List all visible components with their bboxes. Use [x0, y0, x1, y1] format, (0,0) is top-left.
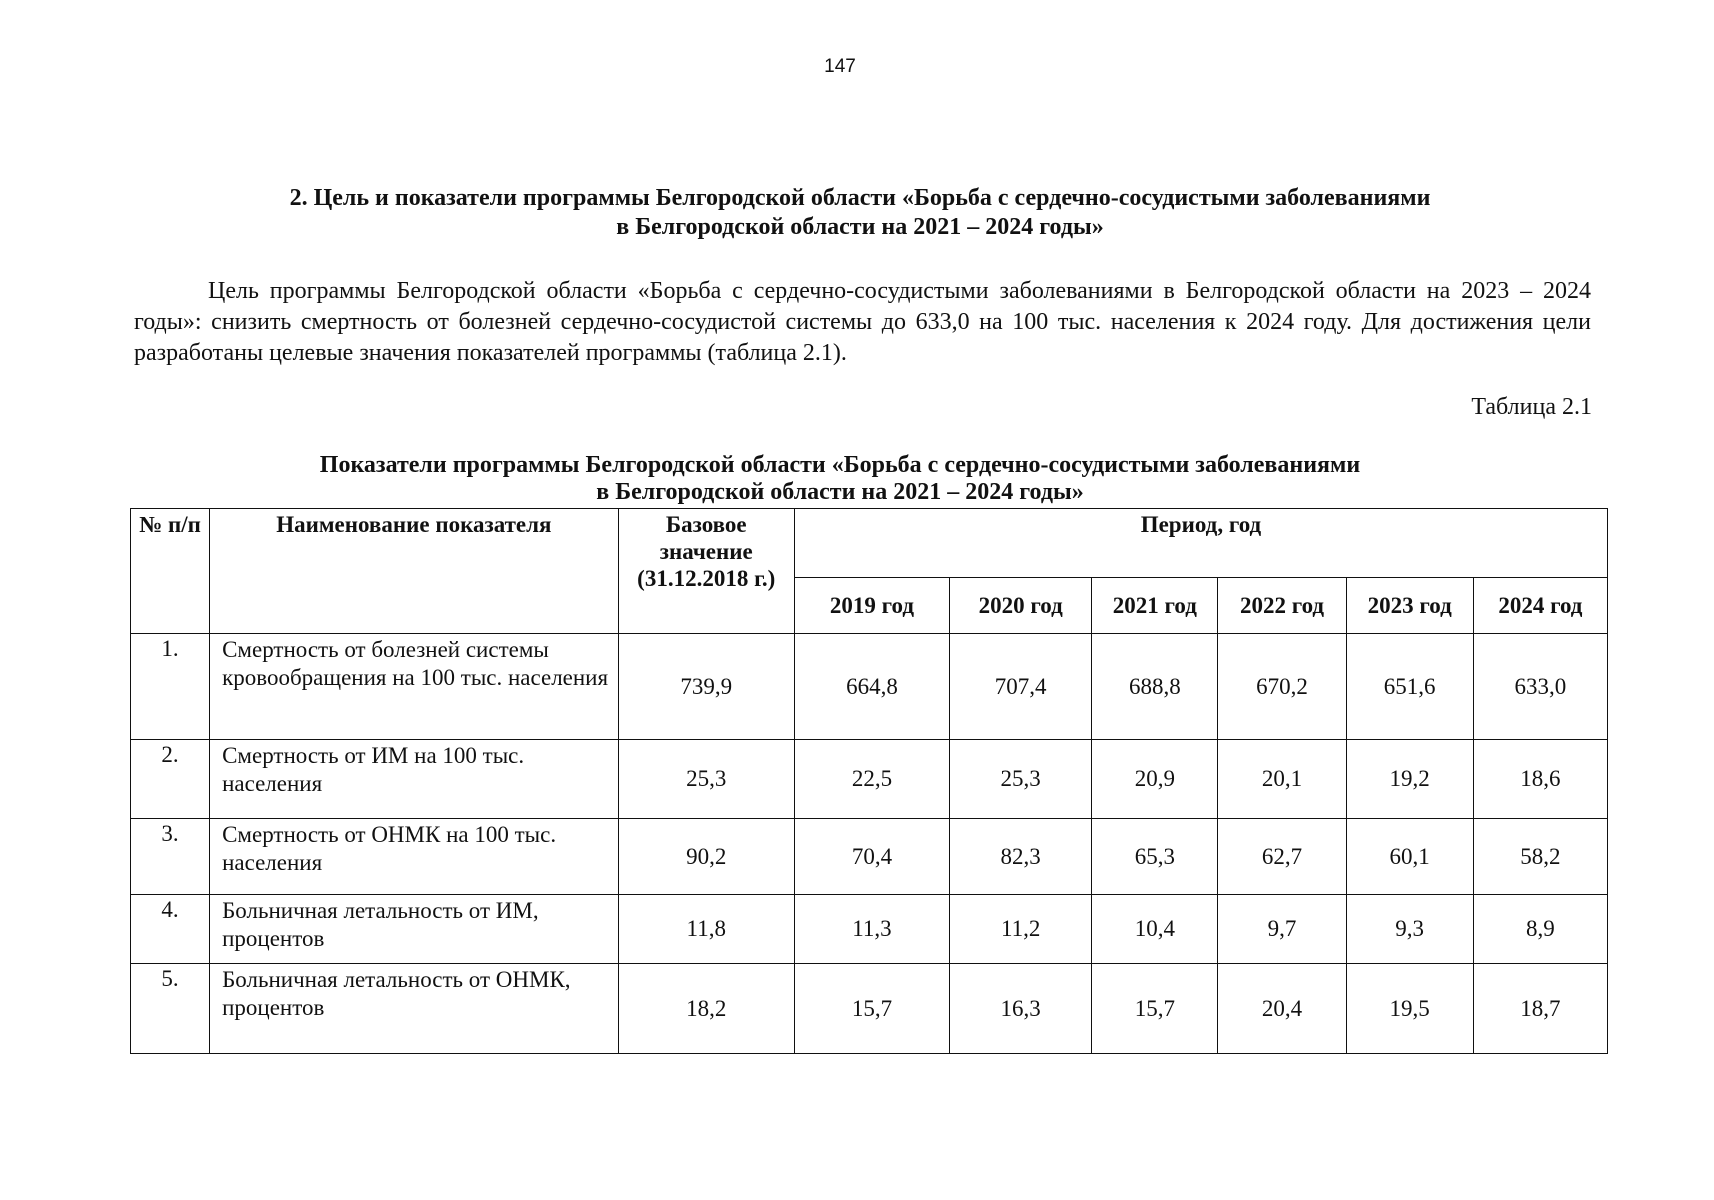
row-num: 4.: [131, 895, 210, 964]
section-title: [130, 184, 1590, 242]
row-value: 19,5: [1346, 964, 1473, 1054]
row-value: 20,9: [1092, 740, 1218, 819]
row-value: 62,7: [1218, 819, 1346, 895]
row-value: 11,3: [794, 895, 949, 964]
row-value: 11,2: [950, 895, 1092, 964]
row-name: Смертность от ИМ на 100 тыс. населения: [210, 740, 619, 819]
row-value: 633,0: [1473, 634, 1607, 740]
row-value: 20,1: [1218, 740, 1346, 819]
indicators-table: [130, 508, 1608, 1054]
row-num: 2.: [131, 740, 210, 819]
header-year: 2024 год: [1473, 578, 1607, 634]
table-row: [131, 819, 1608, 895]
row-value: 22,5: [794, 740, 949, 819]
row-value: 651,6: [1346, 634, 1473, 740]
goal-paragraph-text: Цель программы Белгородской области «Борьба с сердечно-сосудистыми заболеваниями в Белгородской области на 2023 – 2024 годы»: снизить смертность от болезней сердечно-сосудистой системы до 633,0 на 100 тыс. населения к 2024 году. Для достижения цели разработаны целевые значения показателей программы (таблица 2.1).: [134, 278, 1591, 366]
row-value: 664,8: [794, 634, 949, 740]
row-name: Смертность от ОНМК на 100 тыс. населения: [210, 819, 619, 895]
row-value: 82,3: [950, 819, 1092, 895]
row-value: 60,1: [1346, 819, 1473, 895]
row-base-value: 11,8: [618, 895, 794, 964]
table-title-line-2: в Белгородской области на 2021 – 2024 годы»: [596, 479, 1084, 505]
row-value: 16,3: [950, 964, 1092, 1054]
row-value: 19,2: [1346, 740, 1473, 819]
row-value: 18,6: [1473, 740, 1607, 819]
row-value: 65,3: [1092, 819, 1218, 895]
row-base-value: 25,3: [618, 740, 794, 819]
row-num: 1.: [131, 634, 210, 740]
row-value: 15,7: [1092, 964, 1218, 1054]
row-value: 10,4: [1092, 895, 1218, 964]
table-row: [131, 895, 1608, 964]
row-name: Больничная летальность от ОНМК, процентов: [210, 964, 619, 1054]
row-name: Больничная летальность от ИМ, процентов: [210, 895, 619, 964]
row-name: Смертность от болезней системы кровообращения на 100 тыс. населения: [210, 634, 619, 740]
header-year: 2023 год: [1346, 578, 1473, 634]
table-caption: Таблица 2.1: [1471, 394, 1592, 420]
table-row: [131, 964, 1608, 1054]
row-value: 688,8: [1092, 634, 1218, 740]
header-year: 2021 год: [1092, 578, 1218, 634]
page-number: 147: [824, 56, 856, 77]
header-period: Период, год: [794, 509, 1607, 578]
table-title-line-1: Показатели программы Белгородской области «Борьба с сердечно-сосудистыми заболеваниями: [319, 452, 1361, 478]
row-num: 3.: [131, 819, 210, 895]
row-num: 5.: [131, 964, 210, 1054]
goal-paragraph: [134, 276, 1591, 369]
row-value: 707,4: [950, 634, 1092, 740]
header-year: 2019 год: [794, 578, 949, 634]
row-value: 15,7: [794, 964, 949, 1054]
row-value: 8,9: [1473, 895, 1607, 964]
row-value: 670,2: [1218, 634, 1346, 740]
row-value: 9,3: [1346, 895, 1473, 964]
row-value: 58,2: [1473, 819, 1607, 895]
table-title: [130, 452, 1550, 506]
row-value: 20,4: [1218, 964, 1346, 1054]
header-name: Наименование показателя: [210, 509, 619, 634]
table-header-row: [131, 509, 1608, 578]
table-row: [131, 634, 1608, 740]
row-value: 9,7: [1218, 895, 1346, 964]
row-value: 18,7: [1473, 964, 1607, 1054]
row-value: 25,3: [950, 740, 1092, 819]
header-year: 2022 год: [1218, 578, 1346, 634]
row-base-value: 90,2: [618, 819, 794, 895]
row-value: 70,4: [794, 819, 949, 895]
table-row: [131, 740, 1608, 819]
section-title-line-1: 2. Цель и показатели программы Белгородской области «Борьба с сердечно-сосудистыми заболеваниями: [289, 185, 1431, 211]
header-num: № п/п: [131, 509, 210, 634]
row-base-value: 739,9: [618, 634, 794, 740]
header-base: Базовое значение (31.12.2018 г.): [618, 509, 794, 634]
section-title-line-2: в Белгородской области на 2021 – 2024 годы»: [616, 214, 1104, 240]
row-base-value: 18,2: [618, 964, 794, 1054]
header-year: 2020 год: [950, 578, 1092, 634]
